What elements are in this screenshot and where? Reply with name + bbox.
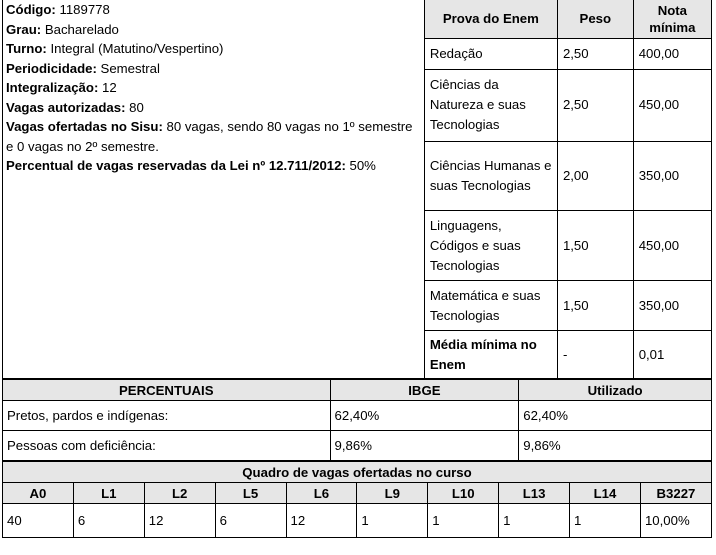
quadro-value: 12 — [286, 504, 357, 538]
quadro-header: B3227 — [640, 483, 711, 504]
percentuais-header-row — [3, 380, 712, 401]
enem-media-prova: Média mínima no Enem — [425, 331, 558, 378]
quadro-values-row — [3, 504, 712, 538]
vagas-sisu-value: 80 vagas, sendo 80 vagas no 1º semestre e 0 vagas no 2º semestre. — [6, 119, 413, 154]
quadro-header: L9 — [357, 483, 428, 504]
enem-nota: 350,00 — [633, 141, 711, 210]
enem-header-prova: Prova do Enem — [425, 0, 558, 38]
quadro-header-row — [3, 483, 712, 504]
enem-media-peso: - — [557, 331, 633, 378]
grau-row — [6, 20, 421, 40]
periodicidade-label: Periodicidade: — [6, 60, 97, 76]
percentual-value: 50% — [345, 158, 376, 173]
quadro-header: A0 — [3, 483, 74, 504]
codigo-value: 1189778 — [55, 2, 110, 17]
quadro-vagas-table — [2, 461, 712, 538]
integralizacao-row — [6, 78, 421, 98]
quadro-header: L13 — [499, 483, 570, 504]
enem-header-nota: Nota mínima — [633, 0, 711, 38]
quadro-value: 12 — [144, 504, 215, 538]
enem-table — [425, 0, 711, 378]
enem-header-row — [425, 0, 711, 38]
enem-peso: 1,50 — [557, 281, 633, 331]
percentuais-header-ibge: IBGE — [330, 380, 519, 401]
quadro-value: 40 — [3, 504, 74, 538]
percentual-row — [6, 156, 421, 176]
vagas-sisu-row — [6, 117, 421, 156]
grau-value: Bacharelado — [41, 21, 119, 37]
enem-row — [425, 281, 711, 331]
turno-row — [6, 39, 421, 59]
quadro-value: 6 — [73, 504, 144, 538]
quadro-header: L6 — [286, 483, 357, 504]
quadro-value: 1 — [357, 504, 428, 538]
percentuais-table — [2, 379, 712, 461]
percentuais-ibge: 9,86% — [330, 431, 519, 461]
quadro-header: L10 — [428, 483, 499, 504]
enem-row — [425, 38, 711, 69]
course-info-panel — [3, 0, 425, 378]
quadro-value: 1 — [570, 504, 641, 538]
integralizacao-value: 12 — [98, 80, 117, 95]
enem-header-peso: Peso — [557, 0, 633, 38]
codigo-label: Código: — [6, 2, 56, 17]
percentuais-ibge: 62,40% — [330, 401, 519, 431]
periodicidade-row — [6, 59, 421, 79]
enem-peso: 2,50 — [557, 69, 633, 141]
vagas-autorizadas-value: 80 — [125, 99, 144, 115]
quadro-value: 6 — [215, 504, 286, 538]
percentuais-row — [3, 401, 712, 431]
quadro-title-row — [3, 462, 712, 483]
percentuais-row — [3, 431, 712, 461]
vagas-autorizadas-row — [6, 98, 421, 118]
quadro-value: 1 — [428, 504, 499, 538]
percentuais-utilizado: 9,86% — [519, 431, 712, 461]
enem-peso: 1,50 — [557, 211, 633, 281]
enem-prova: Matemática e suas Tecnologias — [425, 281, 558, 331]
vagas-sisu-label: Vagas ofertadas no Sisu: — [6, 119, 163, 134]
quadro-value: 1 — [499, 504, 570, 538]
top-section — [2, 0, 712, 379]
enem-prova: Ciências Humanas e suas Tecnologias — [425, 141, 558, 210]
enem-row — [425, 69, 711, 141]
integralizacao-label: Integralização: — [6, 80, 99, 95]
percentual-label: Percentual de vagas reservadas da Lei nº 12.711/2012: — [6, 158, 346, 173]
quadro-header: L1 — [73, 483, 144, 504]
enem-prova: Ciências da Natureza e suas Tecnologias — [425, 69, 558, 141]
grau-label: Grau: — [6, 21, 42, 37]
vagas-autorizadas-label: Vagas autorizadas: — [6, 99, 126, 115]
periodicidade-value: Semestral — [96, 60, 160, 76]
enem-peso: 2,00 — [557, 141, 633, 210]
enem-media-nota: 0,01 — [633, 331, 711, 378]
quadro-header: L5 — [215, 483, 286, 504]
enem-nota: 450,00 — [633, 211, 711, 281]
percentuais-header-utilizado: Utilizado — [519, 380, 712, 401]
enem-row — [425, 211, 711, 281]
quadro-header: L14 — [570, 483, 641, 504]
turno-value: Integral (Matutino/Vespertino) — [46, 41, 224, 56]
percentuais-utilizado: 62,40% — [519, 401, 712, 431]
enem-nota: 400,00 — [633, 38, 711, 69]
codigo-row — [6, 0, 421, 20]
enem-media-row — [425, 331, 711, 378]
quadro-value: 10,00% — [640, 504, 711, 538]
enem-prova: Linguagens, Códigos e suas Tecnologias — [425, 211, 558, 281]
turno-label: Turno: — [6, 41, 47, 56]
enem-peso: 2,50 — [557, 38, 633, 69]
enem-row — [425, 141, 711, 210]
percentuais-label: Pessoas com deficiência: — [3, 431, 331, 461]
quadro-header: L2 — [144, 483, 215, 504]
enem-prova: Redação — [425, 38, 558, 69]
enem-nota: 350,00 — [633, 281, 711, 331]
quadro-title: Quadro de vagas ofertadas no curso — [3, 462, 712, 483]
enem-nota: 450,00 — [633, 69, 711, 141]
percentuais-label: Pretos, pardos e indígenas: — [3, 401, 331, 431]
percentuais-header-label: PERCENTUAIS — [3, 380, 331, 401]
course-info-document — [2, 0, 714, 551]
